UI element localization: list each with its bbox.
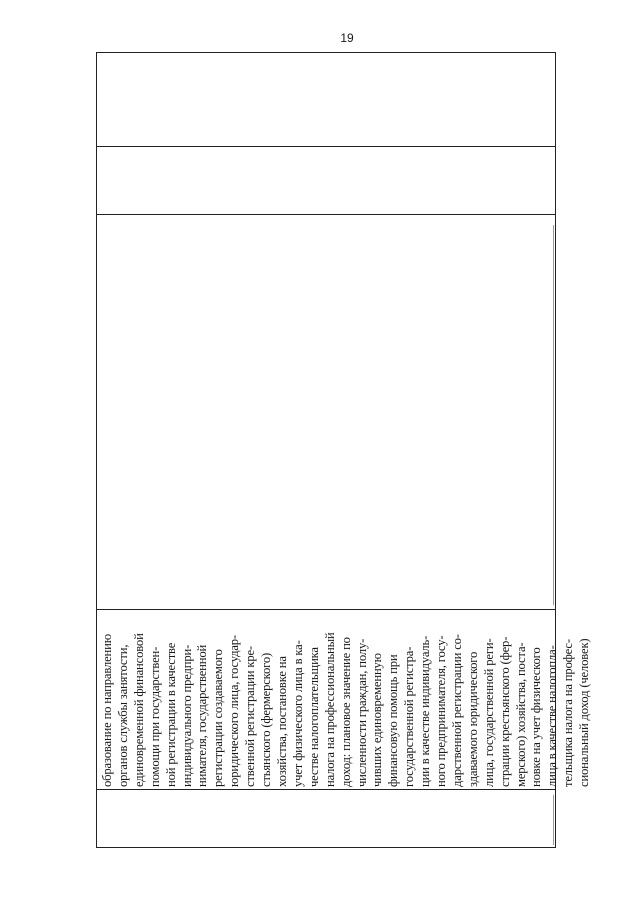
row-divider-1: [96, 146, 556, 147]
row-divider-2: [96, 214, 556, 215]
indicator-description: [96, 609, 592, 789]
text-line: помощи при государствен-: [147, 646, 162, 787]
text-line: мерского) хозяйства, поста-: [513, 642, 528, 787]
text-line: хозяйства, постановке на: [274, 656, 289, 787]
text-line: ного предпринимателя, госу-: [434, 635, 449, 787]
text-line: налога на профессиональный: [322, 632, 337, 787]
text-line: новке на учет физического: [529, 647, 544, 787]
indicator-cell: [96, 609, 592, 789]
text-line: индивидуального предпри-: [179, 644, 194, 787]
column-divider-bottom: [553, 795, 554, 845]
text-line: нимателя, государственной: [195, 644, 210, 787]
text-line: учет физического лица в ка-: [290, 640, 305, 787]
text-line: ственной регистрации кре-: [243, 646, 258, 787]
text-line: страции крестьянского (фер-: [497, 636, 512, 787]
text-line: ной регистрации в качестве: [163, 642, 178, 787]
row-divider-4: [96, 789, 556, 790]
text-line: честве налогоплательщика: [306, 647, 321, 787]
text-line: единовременной финансовой: [131, 633, 146, 787]
text-line: регистрации создаваемого: [211, 649, 226, 787]
text-line: сиональный доход (человек): [577, 638, 592, 787]
text-line: ции в качестве индивидуаль-: [418, 635, 433, 787]
text-line: образование по направлению: [100, 634, 114, 787]
text-line: доход: плановое значение по: [338, 637, 353, 787]
text-line: численности граждан, полу-: [354, 638, 369, 787]
text-line: государственной регистра-: [402, 646, 417, 787]
text-line: стьянского (фермерского): [259, 652, 274, 787]
text-line: финансовую помощь при: [386, 654, 401, 787]
text-line: тельщика налога на профес-: [561, 639, 576, 787]
text-line: дарственной регистрации со-: [449, 634, 464, 787]
text-line: чивших единовременную: [370, 653, 385, 787]
text-line: здаваемого юридического: [465, 651, 480, 787]
text-line: органов службы занятости,: [115, 644, 130, 787]
text-line: лица, государственной реги-: [481, 638, 496, 787]
column-divider-right: [553, 225, 554, 605]
text-line: юридического лица, государ-: [227, 635, 242, 787]
page-number: 19: [340, 31, 354, 45]
text-line: лица в качестве налогопла-: [545, 645, 560, 787]
